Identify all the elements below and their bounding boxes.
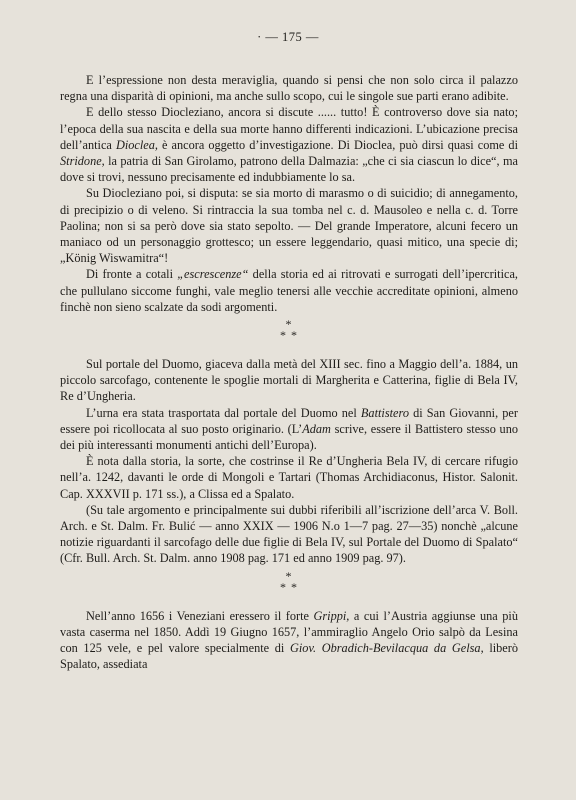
text-run: L’urna era stata trasportata dal portale del Duomo nel xyxy=(86,405,361,420)
paragraph xyxy=(60,104,518,185)
italic-text: Stridone, xyxy=(60,154,105,169)
italic-text: Grippi, xyxy=(313,608,350,623)
separator-bottom-asterisks: * * xyxy=(280,579,298,594)
paragraph xyxy=(60,356,518,405)
paragraph xyxy=(60,502,518,567)
paragraph xyxy=(60,266,518,315)
paragraph xyxy=(60,405,518,454)
paragraph xyxy=(60,453,518,502)
text-run: è ancora oggetto d’investigazione. Di Dioclea, può dirsi quasi come di xyxy=(157,137,518,152)
text-run: E l’espressione non desta meraviglia, quando si pensi che non solo circa il palazzo regna una disparità di opinioni, ma anche sullo scopo, cui le singole sue parti erano adibite. xyxy=(60,73,518,104)
section-separator xyxy=(60,568,518,594)
italic-text: Dioclea, xyxy=(115,137,158,152)
text-run: liberò Spalato, assediata xyxy=(60,641,518,672)
italic-text: „escrescenze“ xyxy=(177,267,249,282)
paragraph xyxy=(60,608,518,673)
separator-bottom-asterisks: * * xyxy=(280,328,298,343)
paragraph xyxy=(60,72,518,104)
text-run: Sul portale del Duomo, giaceva dalla metà del XIII sec. fino a Maggio dell’a. 1884, un piccolo sarcofago, contenente le spoglie mortali di Margherita e Catterina, figlie di Bela IV, Re d’Ungheria. xyxy=(60,357,518,404)
text-run: E dello stesso Diocleziano, ancora si discute ...... tutto! È controverso dove sia nato; l’epoca della sua nascita e della sua morte hanno differenti indicazioni. L’ubicazione precisa dell’antica xyxy=(60,105,518,152)
text-run: (Su tale argomento e principalmente sui dubbi riferibili all’iscrizione dell’arca V. Boll. Arch. e St. Dalm. Fr. Bulić — anno XXIX — 1906 N.o 1—7 pag. 27—35) nonchè „alcune notizie riguardanti il sarcofago delle due figlie di Bela IV, sul Portale del Duomo di Spalato“ (Cfr. Bull. Arch. St. Dalm. anno 1908 pag. 171 ed anno 1909 pag. 97). xyxy=(60,502,518,566)
text-run: di San Giovanni, per essere poi ricollocata al suo posto originario. (L’ xyxy=(60,405,518,436)
separator-top-asterisk: * xyxy=(285,568,293,583)
separator-top-asterisk: * xyxy=(285,317,293,332)
page-number: · — 175 — xyxy=(257,30,319,44)
text-run: della storia ed ai ritrovati e surrogati dell’ipercritica, che pullulano siccome funghi, vale meglio tenersi alle vecchie accreditate opinioni, almeno finchè non sieno scalzate da sodi argomenti. xyxy=(60,267,518,314)
text-run: a cui l’Austria aggiunse una più vasta caserma nel 1850. Addì 19 Giugno 1657, l’ammiraglio Angelo Orio salpò da Lesina con 125 vele, e pel valore specialmente di xyxy=(60,608,518,656)
text-run: Di fronte a cotali xyxy=(86,267,178,282)
section-separator xyxy=(60,317,518,343)
italic-text: Battistero xyxy=(360,405,409,420)
text-run: scrive, essere il Battistero stesso uno dei più interessanti monumenti antichi dell’Europa). xyxy=(60,421,519,453)
italic-text: Giov. Obradich-Bevilacqua da Gelsa, xyxy=(290,641,484,656)
text-run: Su Diocleziano poi, si disputa: se sia morto di marasmo o di suicidio; di annegamento, di precipizio o di veleno. Si rintraccia la sua tomba nel c. d. Mausoleo e nella c. d. Torre Paolina; non si sa però dove sia stato sepolto. — Del grande Imperatore, alcuni fecero un maniaco od un personaggio grottesco; un essere leggendario, quasi mitico, una specie di; „König Wiswamitra“! xyxy=(60,186,518,266)
text-run: Nell’anno 1656 i Veneziani eressero il forte xyxy=(86,608,314,623)
paragraph xyxy=(60,185,518,266)
page-body xyxy=(60,72,518,673)
text-run: È nota dalla storia, la sorte, che costrinse il Re d’Ungheria Bela IV, di cercare rifugio nell’a. 1242, davanti le orde di Mongoli e Tartari (Thomas Archidiaconus, Histor. Salonit. Cap. XXXVII p. 171 ss.), a Clissa ed a Spalato. xyxy=(60,454,518,501)
italic-text: Adam xyxy=(302,421,331,436)
text-run: la patria di San Girolamo, patrono della Dalmazia: „che ci sia ciascun lo dice“, ma dove si trovi, nessuno precisamente ed indubbiamente lo sa. xyxy=(60,154,518,185)
